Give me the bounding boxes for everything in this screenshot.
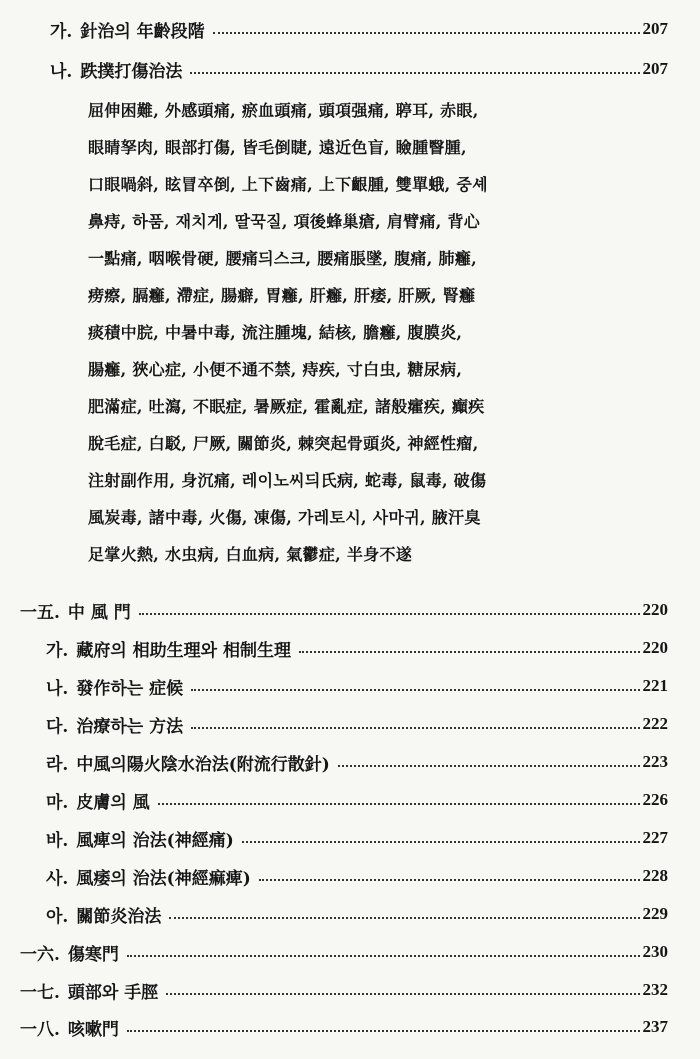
entry-page-number: 221 xyxy=(642,676,668,695)
entry-marker: 라. xyxy=(46,754,69,775)
topic-row: 風炭毒, 諸中毒, 火傷, 凍傷, 가레토시, 사마귀, 腋汗臭 xyxy=(88,508,481,527)
toc-entry xyxy=(50,56,668,82)
entry-marker: 一六. xyxy=(20,944,60,965)
dot-leader xyxy=(158,803,640,805)
topic-row: 痨瘵, 膈癰, 滯症, 腸癖, 胃癰, 肝癰, 肝痿, 肝厥, 腎癰 xyxy=(88,286,476,305)
toc-entry xyxy=(46,901,668,927)
topic-list xyxy=(88,92,648,573)
topic-row: 注射副作用, 身沉痛, 레이노씨듸氏病, 蛇毒, 鼠毒, 破傷 xyxy=(88,471,487,490)
topic-row: 肥滿症, 吐瀉, 不眠症, 暑厥症, 霍亂症, 諸般癨疾, 癲疾 xyxy=(88,397,485,416)
entry-marker: 一八. xyxy=(20,1019,60,1040)
entry-page-number: 230 xyxy=(642,942,668,961)
topic-row: 足掌火熱, 水虫病, 白血病, 氣鬱症, 半身不遂 xyxy=(88,545,413,564)
entry-page-number: 237 xyxy=(642,1017,668,1036)
dot-leader xyxy=(139,613,640,615)
topic-row: 一點痛, 咽喉骨硬, 腰痛듸스크, 腰痛脹墜, 腹痛, 肺癰, xyxy=(88,249,477,268)
entry-page-number: 226 xyxy=(642,790,668,809)
entry-title: 跌撲打傷治法 xyxy=(80,61,183,82)
dot-leader xyxy=(169,917,639,919)
entry-page-number: 228 xyxy=(642,866,668,885)
toc-entry xyxy=(46,825,668,851)
entry-marker: 一七. xyxy=(20,982,60,1003)
entry-marker: 다. xyxy=(46,716,69,737)
entry-title: 中 風 門 xyxy=(67,602,131,623)
topic-row: 眼睛孥肉, 眼部打傷, 皆毛倒睫, 遠近色盲, 瞼腫瞖腫, xyxy=(88,138,467,157)
dot-leader xyxy=(299,651,639,653)
entry-title: 中風의陽火陰水治法(附流行散針) xyxy=(76,754,330,775)
entry-title: 頭部와 手脛 xyxy=(67,982,159,1003)
entry-marker: 가. xyxy=(46,640,69,661)
entry-page-number: 220 xyxy=(642,638,668,657)
dot-leader xyxy=(127,955,640,957)
dot-leader xyxy=(259,879,640,881)
topic-row: 口眼喎斜, 眩冒卒倒, 上下齒痛, 上下齦腫, 雙單蛾, 중셰 xyxy=(88,175,488,194)
chapter-entry xyxy=(20,597,668,623)
dot-leader xyxy=(191,727,639,729)
entry-page-number: 207 xyxy=(642,19,668,38)
entry-title: 風痺의 治法(神經痛) xyxy=(76,830,234,851)
entry-title: 藏府의 相助生理와 相制生理 xyxy=(76,640,292,661)
entry-title: 針治의 年齡段階 xyxy=(80,21,205,42)
entry-marker: 가. xyxy=(50,21,73,42)
toc-entry xyxy=(46,673,668,699)
entry-marker: 사. xyxy=(46,868,69,889)
entry-title: 風痿의 治法(神經痲痺) xyxy=(76,868,251,889)
entry-title: 關節炎治法 xyxy=(76,906,162,927)
chapter-entry xyxy=(20,1014,668,1040)
entry-marker: 一五. xyxy=(20,602,60,623)
dot-leader xyxy=(127,1030,640,1032)
topic-row: 脫毛症, 白駁, 尸厥, 關節炎, 棘突起骨頭炎, 神經性瘤, xyxy=(88,434,479,453)
toc-entry xyxy=(46,863,668,889)
entry-marker: 마. xyxy=(46,792,69,813)
entry-title: 發作하는 症候 xyxy=(76,678,184,699)
topic-row: 屈伸困難, 外感頭痛, 瘀血頭痛, 頭項强痛, 聤耳, 赤眼, xyxy=(88,101,479,120)
dot-leader xyxy=(166,993,639,995)
entry-marker: 아. xyxy=(46,906,69,927)
entry-page-number: 220 xyxy=(642,600,668,619)
topic-row: 痰積中脘, 中暑中毒, 流注腫塊, 結核, 膽癰, 腹膜炎, xyxy=(88,323,463,342)
dot-leader xyxy=(242,841,640,843)
toc-entry xyxy=(46,635,668,661)
entry-page-number: 223 xyxy=(642,752,668,771)
chapter-entry xyxy=(20,977,668,1003)
dot-leader xyxy=(338,765,640,767)
entry-page-number: 207 xyxy=(642,59,668,78)
dot-leader xyxy=(191,689,639,691)
topic-row: 腸癰, 狹心症, 小便不通不禁, 痔疾, 寸白虫, 糖尿病, xyxy=(88,360,463,379)
toc-entry xyxy=(46,749,668,775)
chapter-entry xyxy=(20,939,668,965)
toc-entry xyxy=(46,711,668,737)
entry-marker: 바. xyxy=(46,830,69,851)
entry-title: 治療하는 方法 xyxy=(76,716,184,737)
entry-page-number: 222 xyxy=(642,714,668,733)
toc-entry xyxy=(50,16,668,42)
dot-leader xyxy=(213,32,640,34)
entry-page-number: 229 xyxy=(642,904,668,923)
dot-leader xyxy=(190,72,639,74)
entry-page-number: 232 xyxy=(642,980,668,999)
entry-title: 傷寒門 xyxy=(67,944,119,965)
entry-marker: 나. xyxy=(50,61,73,82)
entry-title: 咳嗽門 xyxy=(67,1019,119,1040)
topic-row: 鼻痔, 하품, 재치게, 딸꾹질, 項後蜂巢瘡, 肩臂痛, 背心 xyxy=(88,212,481,231)
entry-marker: 나. xyxy=(46,678,69,699)
toc-entry xyxy=(46,787,668,813)
entry-page-number: 227 xyxy=(642,828,668,847)
entry-title: 皮膚의 風 xyxy=(76,792,150,813)
